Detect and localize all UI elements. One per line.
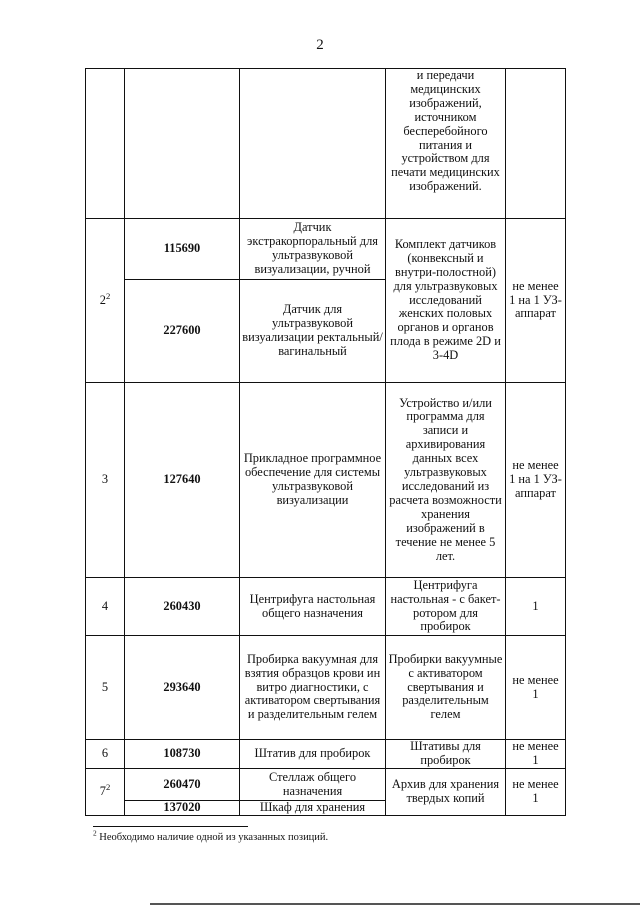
name-cell — [240, 69, 386, 219]
quantity-cell: не менее 1 — [506, 740, 566, 769]
code-cell: 260470 — [125, 769, 240, 801]
name-cell: Центрифуга настольная общего назначения — [240, 578, 386, 636]
requirement-cell: Центрифуга настольная - с бакет-ротором для пробирок — [386, 578, 506, 636]
row-number-cell: 3 — [86, 383, 125, 578]
quantity-cell — [506, 69, 566, 219]
requirement-cell: Комплект датчиков (конвексный и внутри-полостной) для ультразвуковых исследований женских половых органов и органов плода в режиме 2D и 3-4D — [386, 219, 506, 383]
row-number-cell: 5 — [86, 636, 125, 740]
table-row — [86, 636, 566, 740]
table-row — [86, 219, 566, 280]
table-row — [86, 383, 566, 578]
quantity-cell: 1 — [506, 578, 566, 636]
requirement-cell: Устройство и/или программа для записи и архивирования данных всех ультразвуковых исследований из расчета возможности хранения изображений в течение не менее 5 лет. — [386, 383, 506, 578]
row-number-cell: $2^2$ — [86, 219, 125, 383]
row-number-cell — [86, 69, 125, 219]
table-row — [86, 740, 566, 769]
footnote-divider — [93, 826, 248, 827]
code-cell: 137020 — [125, 801, 240, 816]
equipment-table — [85, 68, 566, 816]
name-cell: Прикладное программное обеспечение для системы ультразвуковой визуализации — [240, 383, 386, 578]
requirement-cell: Пробирки вакуумные с активатором свертывания и разделительным гелем — [386, 636, 506, 740]
code-cell — [125, 69, 240, 219]
page-number: 2 — [316, 37, 324, 53]
table-row — [86, 578, 566, 636]
row-number-cell: $7^2$ — [86, 769, 125, 816]
name-cell: Датчик экстракорпоральный для ультразвуковой визуализации, ручной — [240, 219, 386, 280]
quantity-cell: не менее 1 — [506, 636, 566, 740]
footnote: $^2$ Необходимо наличие одной из указанных позиций. — [93, 828, 329, 843]
code-cell: 108730 — [125, 740, 240, 769]
requirement-cell: и передачи медицинских изображений, источником бесперебойного питания и устройством для печати медицинских изображений. — [386, 69, 506, 219]
code-cell: 115690 — [125, 219, 240, 280]
code-cell: 293640 — [125, 636, 240, 740]
quantity-cell: не менее 1 на 1 УЗ-аппарат — [506, 219, 566, 383]
name-cell: Шкаф для хранения — [240, 801, 386, 816]
name-cell: Стеллаж общего назначения — [240, 769, 386, 801]
code-cell: 127640 — [125, 383, 240, 578]
name-cell: Датчик для ультразвуковой визуализации ректальный/ вагинальный — [240, 280, 386, 383]
code-cell: 260430 — [125, 578, 240, 636]
requirement-cell: Архив для хранения твердых копий — [386, 769, 506, 816]
name-cell: Штатив для пробирок — [240, 740, 386, 769]
quantity-cell: не менее 1 на 1 УЗ-аппарат — [506, 383, 566, 578]
row-number-cell: 6 — [86, 740, 125, 769]
quantity-cell: не менее 1 — [506, 769, 566, 816]
name-cell: Пробирка вакуумная для взятия образцов крови ин витро диагностики, с активатором свертывания и разделительным гелем — [240, 636, 386, 740]
requirement-cell: Штативы для пробирок — [386, 740, 506, 769]
code-cell: 227600 — [125, 280, 240, 383]
row-number-cell: 4 — [86, 578, 125, 636]
table-row — [86, 769, 566, 801]
table-row — [86, 69, 566, 219]
